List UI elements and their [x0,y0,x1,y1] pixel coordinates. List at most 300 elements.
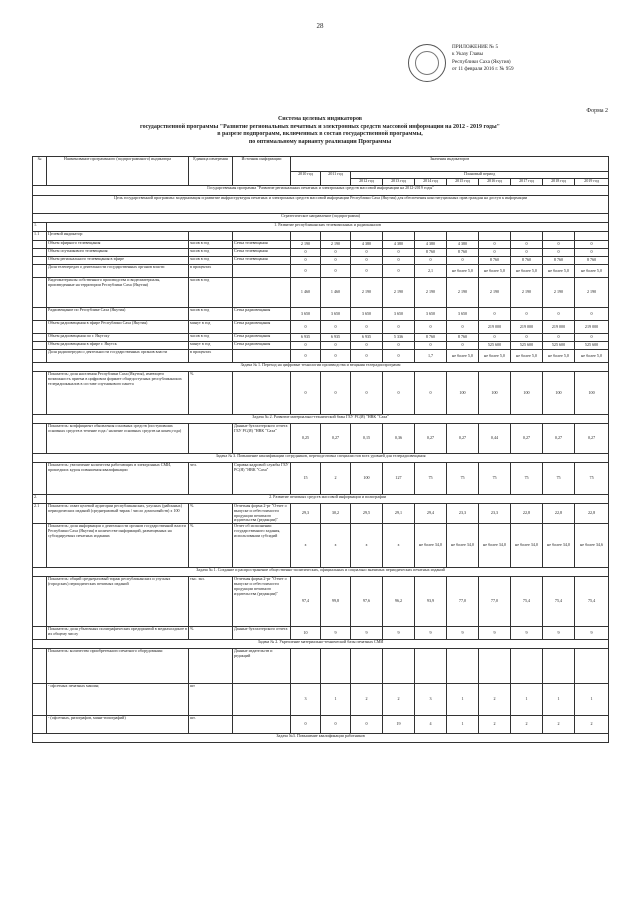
value-cell: 1 460 [321,278,351,308]
value-cell: 8 760 [543,257,575,265]
indicator-unit: в процентах [189,265,233,278]
indicator-source: Сетка радиовещания [233,321,291,334]
header-year: 2019 год [575,179,609,186]
value-cell: 0 [351,342,383,350]
header-year: 2016 год [479,179,511,186]
value-cell: 0 [351,350,383,363]
annex-line: к Указу Главы [452,51,484,58]
value-cell: 19 [383,716,415,734]
value-cell: 0 [291,372,321,415]
value-cell: 0 [415,321,447,334]
row-no [33,249,47,257]
indicator-unit: часов в год [189,241,233,249]
value-cell [575,232,609,241]
value-cell: 0 [543,308,575,321]
value-cell: 525 600 [543,342,575,350]
value-cell: x [351,524,383,568]
table-row [33,463,609,495]
header-plan: Плановый период [351,172,609,179]
value-cell: 0 [383,342,415,350]
row-no [33,424,47,454]
value-cell: 9 [511,627,543,640]
value-cell: 0 [415,257,447,265]
value-cell: 9 [575,627,609,640]
value-cell: 2 [479,684,511,716]
value-cell: 9 [447,627,479,640]
value-cell: не более 5,0 [447,350,479,363]
value-cell: 8 760 [511,257,543,265]
section-no: 1. [33,223,47,232]
value-cell: 2 [321,463,351,495]
value-cell: не более 34,0 [479,524,511,568]
value-cell: 2 [575,716,609,734]
header-year: 2017 год [511,179,543,186]
table-row [33,372,609,415]
indicator-unit: часов в год [189,334,233,342]
page-number: 28 [316,22,324,30]
value-cell: 75,4 [511,577,543,627]
value-cell: 2 190 [321,241,351,249]
value-cell: 219 000 [479,321,511,334]
header-year: 2014 год [415,179,447,186]
header-name: Наименование программного (подпрограммного) индикатора [47,157,189,186]
value-cell [321,232,351,241]
value-cell: 100 [543,372,575,415]
indicator-unit: в процентах [189,350,233,363]
table-body [33,157,609,743]
indicator-name: Объем радиовещания в эфире Республики Саха (Якутия) [47,321,189,334]
value-cell: 0 [321,716,351,734]
value-cell: 0 [383,265,415,278]
value-cell [447,649,479,684]
table-row [33,249,609,257]
row-no [33,265,47,278]
value-cell: 0 [479,249,511,257]
task-row [33,734,609,743]
value-cell: 0 [291,716,321,734]
value-cell: 219 000 [575,321,609,334]
section-row [33,223,609,232]
title-line: Система целевых индикаторов [277,116,363,122]
row-no [33,684,47,716]
value-cell [291,232,321,241]
value-cell: 9 [351,627,383,640]
section-row [33,495,609,504]
value-cell: 4 380 [415,241,447,249]
task-title: Задача № 2. Развитие материально-технической базы ГБУ РС(Я) "НВК "Саха" [33,415,609,424]
row-no [33,627,47,640]
value-cell [447,232,479,241]
header-no: № [33,157,47,186]
value-cell: 100 [511,372,543,415]
indicator-name: Доля телепередач о деятельности государственных органов власти [47,265,189,278]
value-cell: 75 [415,463,447,495]
row-no [33,334,47,342]
value-cell: 0 [415,372,447,415]
value-cell: 75 [575,463,609,495]
value-cell: 0 [575,334,609,342]
value-cell: 100 [447,372,479,415]
table-row [33,627,609,640]
indicator-unit: чел. [189,463,233,495]
indicator-source: Отчет об исполнении государственного задания, использовании субсидий [233,524,291,568]
task-title: Задача № 1. Создание и распространение общественно-политических, официальных и социально значимых периодических печатных изданий [33,568,609,577]
value-cell: 0 [351,372,383,415]
value-cell: не более 5,0 [543,265,575,278]
value-cell: не более 34,0 [447,524,479,568]
value-cell: 0 [479,334,511,342]
title-line: государственной программы "Развитие региональных печатных и электронных средств массовой информации на 2012 - 2019 годы" [140,123,500,130]
indicator-name: - офсетных печатных машин; [47,684,189,716]
indicator-source: Сетка радиовещания [233,342,291,350]
value-cell: 23,3 [479,504,511,524]
table-row [33,241,609,249]
value-cell: 1 [575,684,609,716]
indicator-source: Сетка радиовещания [233,308,291,321]
table-row [33,321,609,334]
value-cell: 8 760 [415,249,447,257]
value-cell: 6 935 [351,334,383,342]
row-no [33,350,47,363]
task-row [33,415,609,424]
table-row [33,716,609,734]
value-cell: 29,3 [291,504,321,524]
indicator-name: Объем радиовещания по г. Якутску [47,334,189,342]
indicator-source: Данные бухгалтерского отчета ГБУ РС(Я) "НВК "Саха" [233,424,291,454]
value-cell: 0 [447,321,479,334]
indicator-source [233,684,291,716]
value-cell: 3 [291,684,321,716]
indicator-source [233,232,291,241]
value-cell: 3 650 [291,308,321,321]
indicator-name: Показатель: доля населения Республики Саха (Якутия), имеющего возможность приема в цифровом формате общедоступных республиканских телерадиоканалов в составе спутникового пакета [47,372,189,415]
value-cell: 1 [447,716,479,734]
indicator-unit: часов в год [189,278,233,308]
value-cell: 2 190 [351,278,383,308]
value-cell: 0 [351,716,383,734]
value-cell: 1 [511,684,543,716]
annex-block [452,44,602,74]
value-cell: 30,2 [321,504,351,524]
indicator-name: Объем радиовещания в эфире г. Якутск [47,342,189,350]
value-cell: 9 [479,627,511,640]
table-row [33,278,609,308]
value-cell: 75 [511,463,543,495]
indicator-source [233,265,291,278]
value-cell: 0 [383,257,415,265]
value-cell: 75,4 [543,577,575,627]
value-cell: x [291,524,321,568]
value-cell: 0 [291,321,321,334]
value-cell: 2 [383,684,415,716]
value-cell: 2 190 [447,278,479,308]
value-cell: 0 [415,342,447,350]
indicator-source: Сетка телевещания [233,249,291,257]
value-cell: 5 336 [383,334,415,342]
value-cell: 75 [447,463,479,495]
indicator-name: Доля радиопередач о деятельности государственных органов власти [47,350,189,363]
indicator-unit: часов в год [189,257,233,265]
value-cell: 0 [291,350,321,363]
indicator-unit: шт [189,684,233,716]
value-cell: 93,9 [415,577,447,627]
value-cell: 0,27 [321,424,351,454]
value-cell: 6 935 [321,334,351,342]
form-label: Форма 2 [586,108,608,114]
row-no [33,321,47,334]
indicator-unit: % [189,627,233,640]
value-cell: 8 760 [415,334,447,342]
value-cell: 2 190 [575,278,609,308]
value-cell: 0 [291,249,321,257]
row-no [33,342,47,350]
value-cell: 0 [321,249,351,257]
row-no [33,257,47,265]
value-cell: 100 [479,372,511,415]
value-cell [383,649,415,684]
indicator-source [233,372,291,415]
value-cell: x [383,524,415,568]
table-row [33,342,609,350]
row-no [33,463,47,495]
value-cell: 0,25 [291,424,321,454]
value-cell: 3 650 [383,308,415,321]
indicator-name: Показатель: общий среднеразовый тираж республиканских и улусных (городских) периодических печатных изданий [47,577,189,627]
value-cell: 3 [415,684,447,716]
row-no [33,524,47,568]
value-cell [351,232,383,241]
value-cell [511,232,543,241]
value-cell: 0 [447,257,479,265]
row-no [33,577,47,627]
value-cell: 96,2 [383,577,415,627]
value-cell: 2 190 [415,278,447,308]
indicator-source [233,716,291,734]
value-cell: 29,1 [383,504,415,524]
indicator-source: Отчетная форма 2-рг "Отчет о выпуске и себестоимости продукции печатного издательства (редакции)" [233,504,291,524]
value-cell: 1,7 [415,350,447,363]
indicator-unit: % [189,524,233,568]
value-cell: не более 5,0 [543,350,575,363]
indicator-source: Справка кадровой службы ГБУ РС(Я) "НВК "Саха" [233,463,291,495]
indicator-unit [189,424,233,454]
value-cell: 0 [575,308,609,321]
value-cell: 10 [291,627,321,640]
value-cell: 9 [543,627,575,640]
task-title: Задача №3. Повышение квалификации работников [33,734,609,743]
value-cell: 9 [321,627,351,640]
value-cell: x [321,524,351,568]
table-row [33,308,609,321]
indicator-source: Сетка телевещания [233,241,291,249]
task-row [33,640,609,649]
indicator-unit: минут в год [189,321,233,334]
table-row [33,684,609,716]
value-cell [351,649,383,684]
value-cell [511,649,543,684]
value-cell: 0 [321,257,351,265]
value-cell: не более 5,0 [511,265,543,278]
value-cell: 2 [351,684,383,716]
table-row [33,334,609,342]
indicator-name: Объем спутникового телевещания [47,249,189,257]
value-cell: не более 5,0 [479,265,511,278]
header-year: 2013 год [383,179,415,186]
indicator-table [32,156,609,743]
value-cell: 0 [383,249,415,257]
header-year: 2018 год [543,179,575,186]
value-cell: 2 190 [479,278,511,308]
value-cell: 75 [543,463,575,495]
value-cell: 29,4 [415,504,447,524]
value-cell [291,649,321,684]
indicator-name: Показатель: охват целевой аудитории республиканских, улусных (районных) периодических изданий (среднеразовый тираж / число домохозяйств) х 100 [47,504,189,524]
value-cell: 4 380 [383,241,415,249]
value-cell: 0 [479,241,511,249]
indicator-name: Показатель: коэффициент обновления основных средств (поступивших основных средств в течение года / наличие основных средств на конец года) [47,424,189,454]
value-cell: 0 [511,308,543,321]
indicator-unit: часов в год [189,249,233,257]
annex-line: от 11 февраля 2016 г. № 959 [452,66,514,73]
value-cell: 2 190 [543,278,575,308]
row-no [33,308,47,321]
value-cell: 75 [479,463,511,495]
row-no [33,241,47,249]
value-cell: 0,27 [543,424,575,454]
goal-row [33,196,609,214]
value-cell: 0 [321,372,351,415]
annex-line: ПРИЛОЖЕНИЕ № 5 [452,44,499,50]
task-row [33,568,609,577]
row-no [33,716,47,734]
value-cell: 99,8 [321,577,351,627]
value-cell: 2 190 [291,241,321,249]
value-cell: 0 [543,334,575,342]
value-cell [543,649,575,684]
value-cell: 0,36 [383,424,415,454]
indicator-name: Видеоматериалы собственного производства и видеоматериалы, произведенные на территории Республики Саха (Якутия) [47,278,189,308]
indicator-unit: шт. [189,716,233,734]
value-cell: 2 190 [511,278,543,308]
row-no [33,372,47,415]
value-cell [543,232,575,241]
value-cell: 4 380 [351,241,383,249]
title-line: по оптимальному варианту реализации Программы [248,138,392,145]
value-cell: 0,44 [479,424,511,454]
value-cell [479,232,511,241]
indicator-unit: тыс. экз. [189,577,233,627]
value-cell: 127 [383,463,415,495]
value-cell: 3 650 [321,308,351,321]
value-cell: не более 5,0 [511,350,543,363]
indicator-name: Объем эфирного телевещания [47,241,189,249]
document-title [60,116,580,146]
value-cell: 100 [351,463,383,495]
value-cell: 100 [575,372,609,415]
indicator-source: Данные бухгалтерского отчета [233,627,291,640]
value-cell: 6 935 [291,334,321,342]
value-cell: 0 [575,241,609,249]
indicator-name: Показатель: увеличение количества работающих в электронных СМИ, прошедших курсы повышения квалификации [47,463,189,495]
value-cell [383,232,415,241]
indicator-name: Целевой индикатор: [47,232,189,241]
task-row [33,454,609,463]
value-cell: 0 [575,249,609,257]
indicator-unit [189,649,233,684]
value-cell: не более 5,0 [575,350,609,363]
value-cell: 8 760 [447,249,479,257]
table-row [33,649,609,684]
table-row [33,424,609,454]
value-cell: 219 000 [543,321,575,334]
value-cell: 525 600 [511,342,543,350]
row-no: 1.1 [33,232,47,241]
value-cell: 9 [383,627,415,640]
header-row [33,157,609,172]
section-no: 2. [33,495,47,504]
value-cell: не более 5,0 [479,350,511,363]
indicator-name: Показатель: доля информации о деятельности органов государственной власти Республики Саха (Якутия) в количестве информаций, размещенных на субсидируемых печатных изданиях [47,524,189,568]
value-cell: 2 [511,716,543,734]
value-cell: 0 [291,257,321,265]
value-cell: 525 600 [479,342,511,350]
official-seal-icon [408,44,446,82]
value-cell: 0 [383,372,415,415]
title-line: в разрезе подпрограмм, включенных в состав государственной программы, [217,131,423,138]
value-cell [575,649,609,684]
row-no: 2.1 [33,504,47,524]
header-unit: Единица измерения [189,157,233,186]
header-year: 2010 год [291,172,321,186]
value-cell: 29,5 [351,504,383,524]
value-cell: 22,8 [575,504,609,524]
value-cell: 0 [543,249,575,257]
value-cell: 22,8 [543,504,575,524]
indicator-name: Радиовещание по Республике Саха (Якутия) [47,308,189,321]
indicator-unit [189,232,233,241]
value-cell: 2 190 [383,278,415,308]
value-cell: 4 380 [447,241,479,249]
indicator-source: Сетка радиовещания [233,334,291,342]
value-cell: 1 [447,684,479,716]
value-cell: 0 [291,342,321,350]
value-cell: 0 [321,342,351,350]
indicator-unit: % [189,504,233,524]
indicator-source [233,278,291,308]
value-cell: 8 760 [575,257,609,265]
indicator-unit: часов в год [189,308,233,321]
value-cell: 219 000 [511,321,543,334]
indicator-unit: минут в год [189,342,233,350]
value-cell: 0,27 [447,424,479,454]
indicator-source: Данные издательств и редакций [233,649,291,684]
value-cell [415,649,447,684]
task-title: Задача № 2. Укрепление материально-технической базы печатных СМИ [33,640,609,649]
value-cell: 0,27 [575,424,609,454]
task-row [33,363,609,372]
value-cell [479,649,511,684]
value-cell: 0 [543,241,575,249]
table-row [33,232,609,241]
value-cell: 3 650 [351,308,383,321]
value-cell: 77,0 [447,577,479,627]
section-title: 2. Развитие печатных средств массовой информации и полиграфии [47,495,609,504]
table-row [33,524,609,568]
value-cell: не более 5,0 [447,265,479,278]
header-year: 2015 год [447,179,479,186]
value-cell: 0 [447,342,479,350]
indicator-source: Отчетная форма 2-рг "Отчет о выпуске и себестоимости продукции печатного издательства (редакции)" [233,577,291,627]
